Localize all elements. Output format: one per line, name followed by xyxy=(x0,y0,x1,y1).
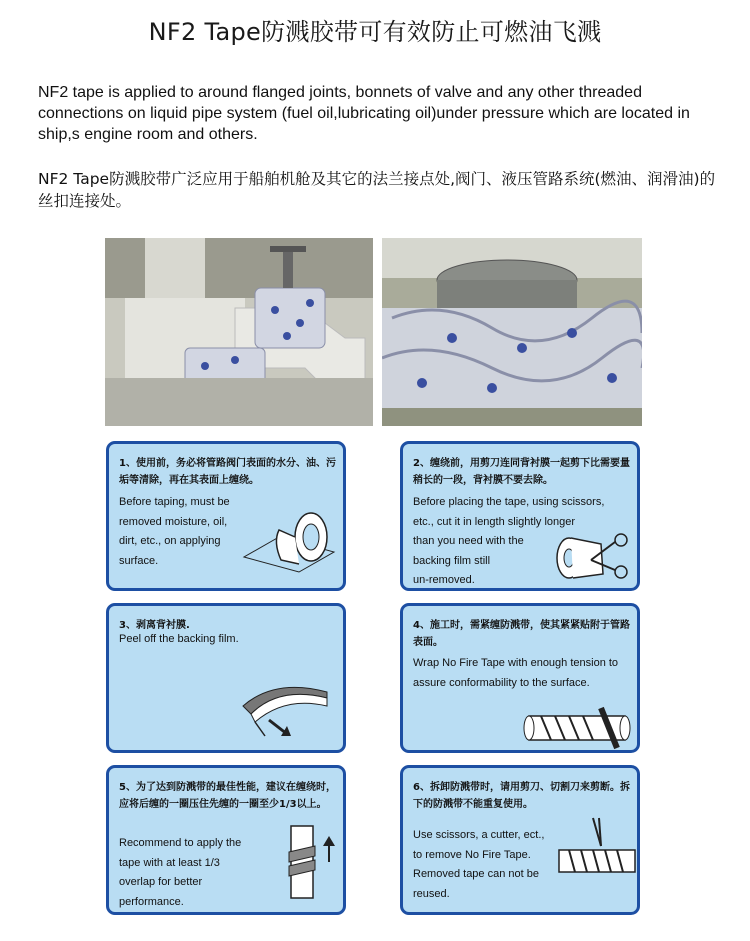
photo-valve-taped xyxy=(105,238,373,426)
overlap-pipe-icon xyxy=(281,822,341,902)
page-title: NF2 Tape防溅胶带可有效防止可燃油飞溅 xyxy=(148,18,602,46)
step-card-4 xyxy=(400,603,640,753)
photo-flange-taped xyxy=(382,238,642,426)
step-4-english: Wrap No Fire Tape with enough tension to assure conformability to the surface. xyxy=(413,657,619,689)
step-card-5 xyxy=(106,765,346,915)
step-4-chinese: 4、施工时，需紧缠防溅带，使其紧紧贴附于管路表面。 xyxy=(413,620,630,648)
step-6-english: Use scissors, a cutter, ect., to remove No Fire Tape. Removed tape can not be reused. xyxy=(413,829,545,900)
step-card-1 xyxy=(106,441,346,591)
step-card-3 xyxy=(106,603,346,753)
step-3-english: Peel off the backing film. xyxy=(119,633,239,645)
peel-backing-icon xyxy=(235,676,331,742)
cut-tape-icon xyxy=(553,816,639,888)
intro-chinese: NF2 Tape防溅胶带广泛应用于船舶机舱及其它的法兰接点处,阀门、液压管路系统(燃油、润滑油)的丝扣连接处。 xyxy=(38,170,716,210)
step-1-english: Before taping, must be removed moisture, oil, dirt, etc., on applying surface. xyxy=(119,496,230,567)
step-card-2 xyxy=(400,441,640,591)
step-3-chinese: 3、剥离背衬膜. xyxy=(119,620,190,631)
wrap-pipe-icon xyxy=(521,704,639,750)
step-2-english: Before placing the tape, using scissors, etc., cut it in length slightly longer than you need with the backing film still un-removed. xyxy=(413,496,605,586)
intro-english: NF2 tape is applied to around flanged joints, bonnets of valve and any other threaded connections on liquid pipe system (fuel oil,lubricating oil)under pressure which are located in ship,s engine room and others. xyxy=(38,84,690,143)
step-card-6 xyxy=(400,765,640,915)
tape-roll-icon xyxy=(239,502,339,582)
step-1-chinese: 1、使用前，务必将管路阀门表面的水分、油、污垢等清除，再在其表面上缠绕。 xyxy=(119,458,336,486)
step-2-chinese: 2、缠绕前，用剪刀连同背衬膜一起剪下比需要量稍长的一段，背衬膜不要去除。 xyxy=(413,458,630,486)
step-5-english: Recommend to apply the tape with at least 1/3 overlap for better performance. xyxy=(119,837,242,908)
step-5-chinese: 5、为了达到防溅带的最佳性能，建议在缠绕时，应将后缠的一圈压住先缠的一圈至少1/3以上。 xyxy=(119,782,336,810)
scissors-tape-icon xyxy=(551,530,637,586)
step-6-chinese: 6、拆卸防溅带时，请用剪刀、切割刀来剪断。拆下的防溅带不能重复使用。 xyxy=(413,782,630,810)
